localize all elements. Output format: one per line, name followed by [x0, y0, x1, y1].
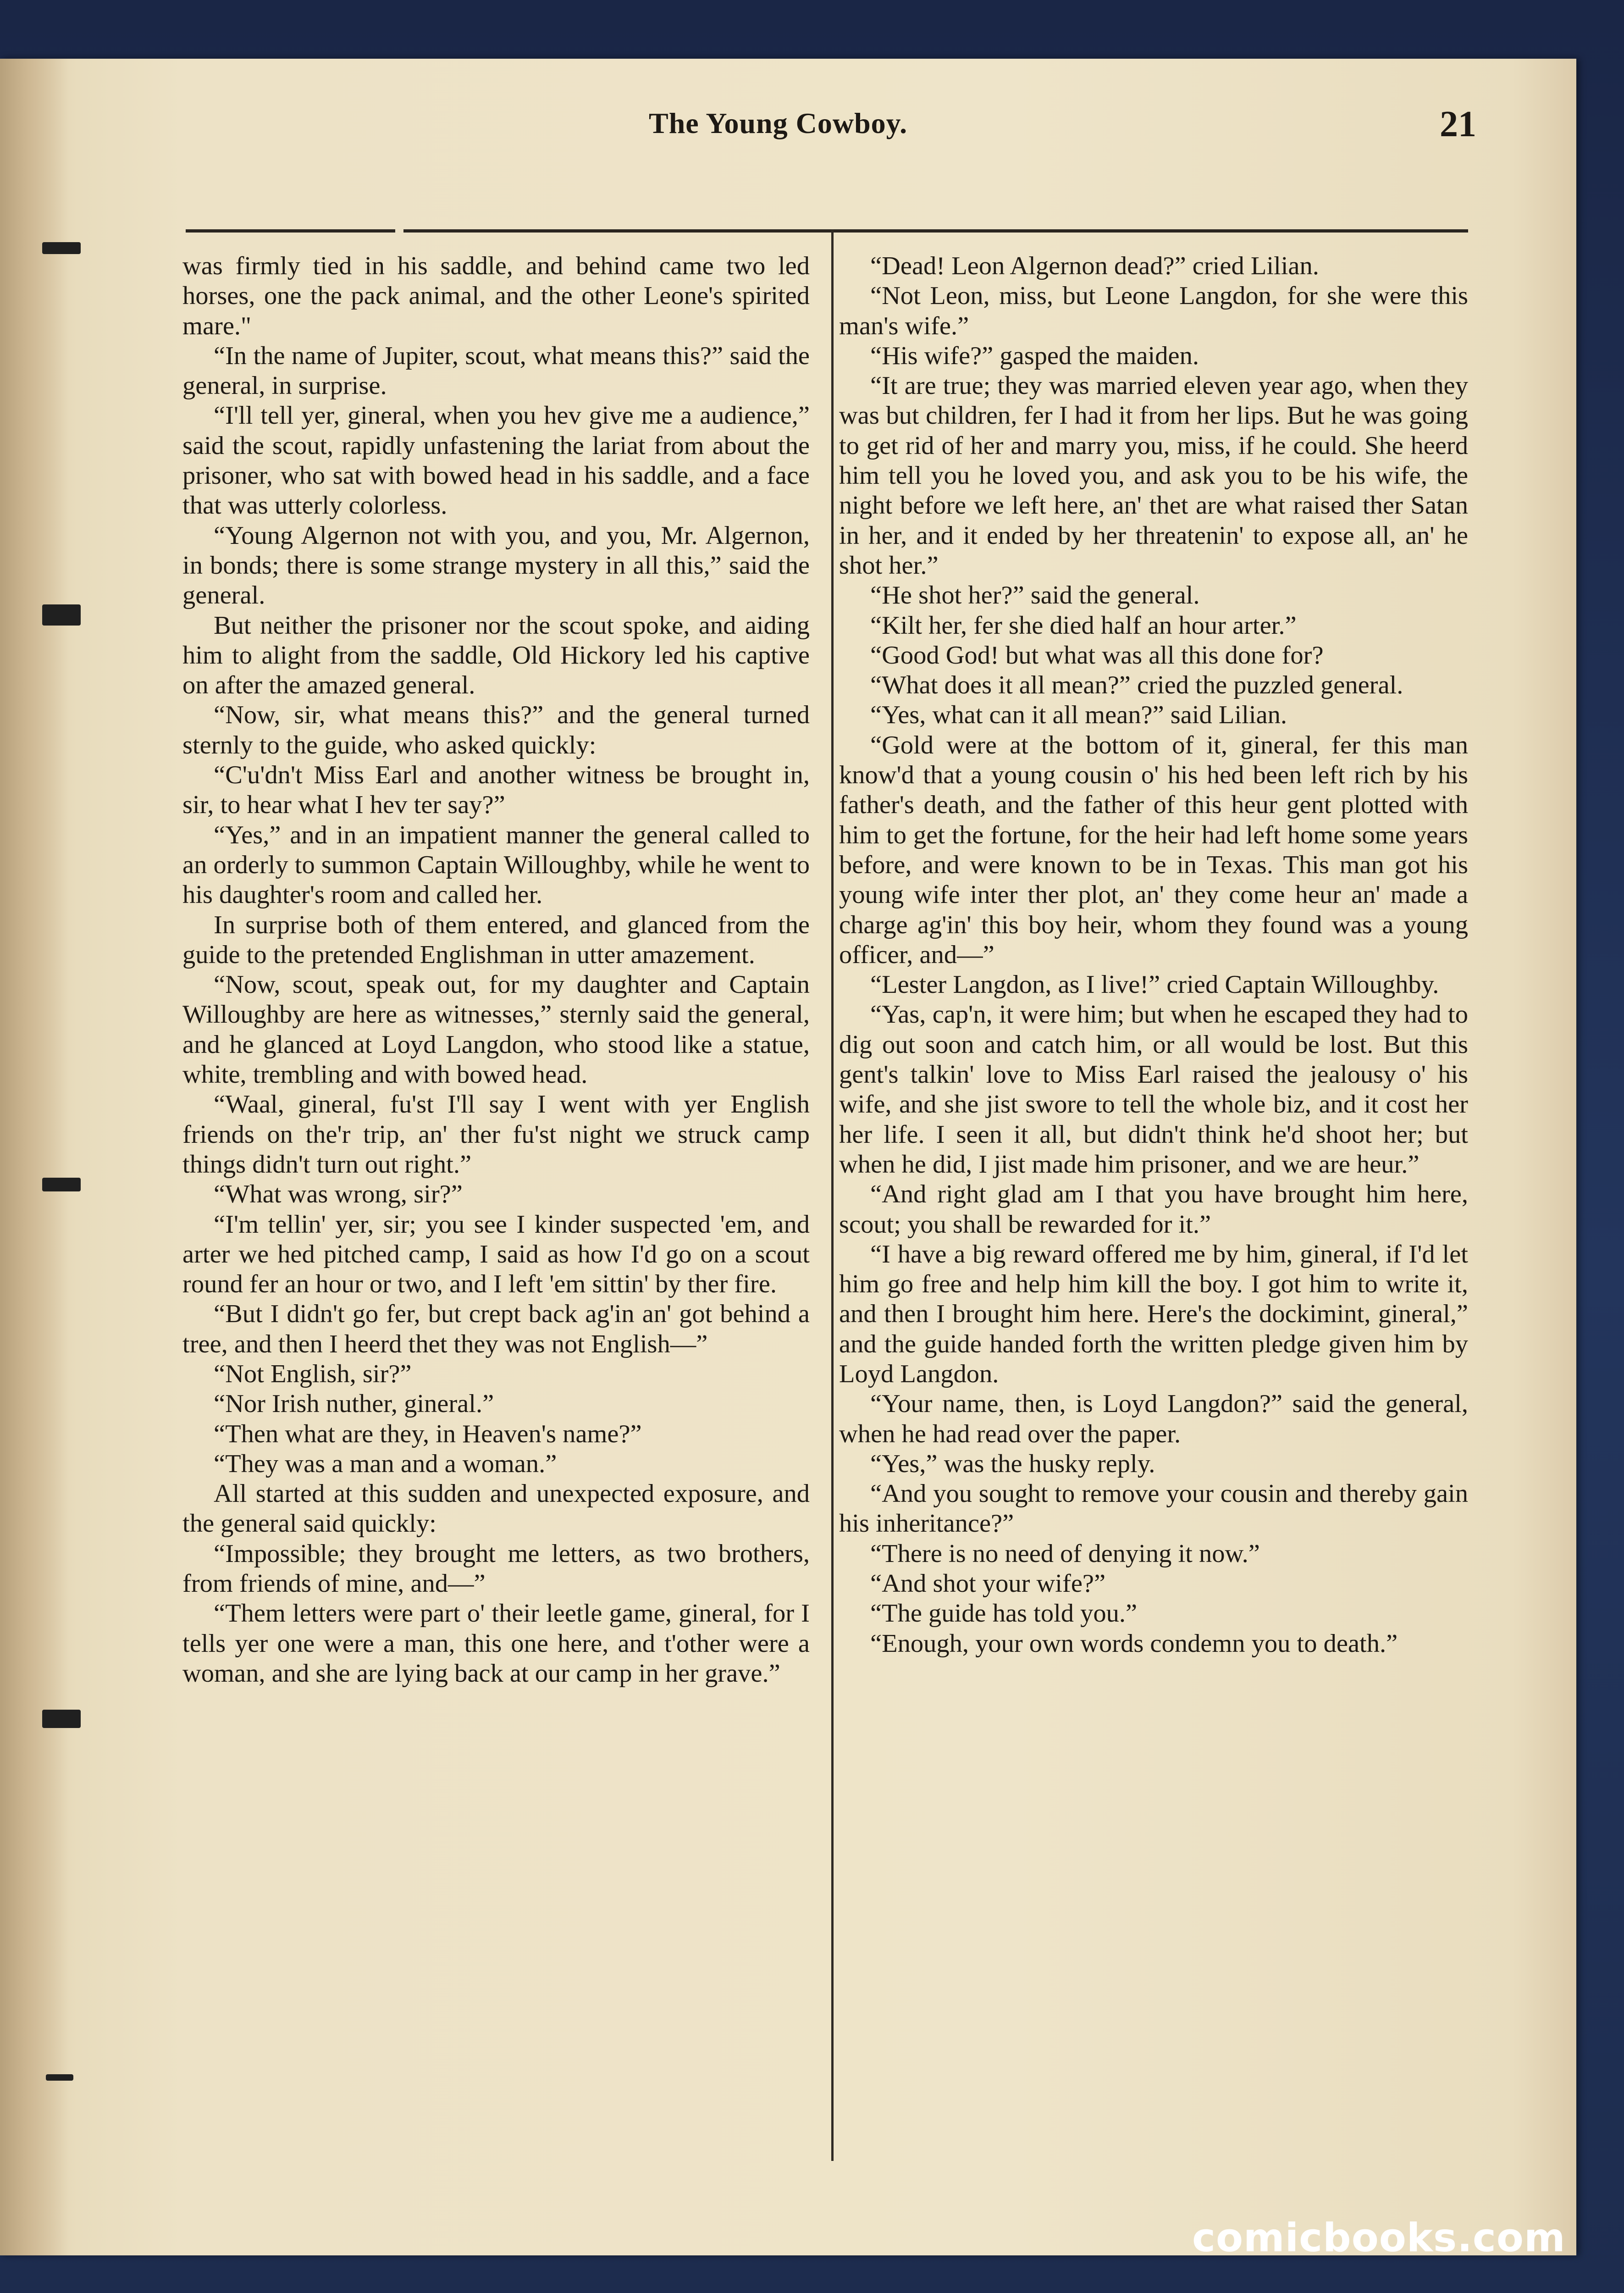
binding-staple [42, 242, 81, 254]
page-number: 21 [1440, 104, 1476, 144]
paragraph: In surprise both of them entered, and glanced from the guide to the pretended Englishman in utter amazement. [182, 910, 810, 969]
paragraph: But neither the prisoner nor the scout spoke, and aiding him to alight from the saddle, Old Hickory led his captive on after the amazed general. [182, 611, 810, 700]
paragraph: “Yes,” and in an impatient manner the general called to an orderly to summon Captain Willoughby, while he went to his daughter's room and called her. [182, 820, 810, 909]
paragraph: “Yes, what can it all mean?” said Lilian. [870, 701, 1287, 730]
header-rule [186, 229, 395, 233]
paragraph: “I'm tellin' yer, sir; you see I kinder suspected 'em, and arter we hed pitched camp, I said as how I'd go on a scout round fer an hour or two, and I left 'em sittin' by ther fire. [182, 1210, 810, 1299]
binding-staple [42, 1178, 81, 1191]
paragraph: “In the name of Jupiter, scout, what means this?” said the general, in surprise. [182, 341, 810, 400]
paragraph: “Gold were at the bottom of it, gineral, fer this man know'd that a young cousin o' his hed been left rich by his father's death, and the father of this heur gent plotted with him to get the fortune, for the heir had left home some years before, and were known to be in Texas. This man got his young wife inter ther plot, an' they come heur an' made a charge ag'in' this boy heir, whom they found was a young officer, and—” [839, 731, 1468, 969]
paragraph: was firmly tied in his saddle, and behind came two led horses, one the pack animal, and the other Leone's spirited mare." [182, 252, 810, 340]
paragraph: “He shot her?” said the general. [870, 581, 1200, 610]
paragraph: “Kilt her, fer she died half an hour arter.” [870, 611, 1297, 640]
paragraph: “What does it all mean?” cried the puzzled general. [870, 671, 1403, 700]
paragraph: “Yes,” was the husky reply. [870, 1449, 1155, 1478]
paragraph: “The guide has told you.” [870, 1599, 1138, 1628]
paragraph: “Then what are they, in Heaven's name?” [214, 1419, 642, 1448]
running-title: The Young Cowboy. [649, 107, 908, 139]
paragraph: “His wife?” gasped the maiden. [870, 341, 1199, 370]
paragraph: “And you sought to remove your cousin and thereby gain his inheritance?” [839, 1479, 1468, 1538]
paragraph: “Not English, sir?” [214, 1359, 412, 1388]
paragraph: “But I didn't go fer, but crept back ag'in an' got behind a tree, and then I heerd thet they was not English—” [182, 1300, 810, 1358]
paragraph: “Them letters were part o' their leetle game, gineral, for I tells yer one were a man, this one here, and t'other were a woman, and she are lying back at our camp in her grave.” [182, 1599, 810, 1688]
binding-staple [46, 2074, 73, 2081]
paragraph: “I have a big reward offered me by him, gineral, if I'd let him go free and help him kill the boy. I got him to write it, and then I brought him here. Here's the dockimint, gineral,” and the guide handed forth the written pledge given him by Loyd Langdon. [839, 1240, 1468, 1388]
paragraph: “C'u'dn't Miss Earl and another witness be brought in, sir, to hear what I hev ter say?” [182, 761, 810, 820]
header-rule [403, 229, 1468, 233]
binding-staple [42, 1710, 81, 1728]
paragraph: “Enough, your own words condemn you to death.” [870, 1629, 1398, 1658]
page-gutter [0, 59, 69, 2255]
paragraph: “Waal, gineral, fu'st I'll say I went with yer English friends on the'r trip, an' ther fu'st night we struck camp things didn't turn out right.” [182, 1090, 810, 1179]
paragraph: “What was wrong, sir?” [214, 1180, 463, 1209]
binding-staple [42, 604, 81, 626]
running-head [649, 106, 1476, 171]
paragraph: “Your name, then, is Loyd Langdon?” said the general, when he had read over the paper. [839, 1390, 1468, 1448]
paragraph: “It are true; they was married eleven year ago, when they was but children, fer I had it from her lips. But he was going to get rid of her and marry you, miss, if he could. She heerd him tell you he loved you, and ask you to be his wife, the night before we left here, an' thet are what raised ther Satan in her, and it ended by her threatenin' to expose all, an' he shot her.” [839, 371, 1468, 580]
paragraph: “Dead! Leon Algernon dead?” cried Lilian. [870, 252, 1319, 280]
paragraph: “Now, scout, speak out, for my daughter and Captain Willoughby are here as witnesses,” sternly said the general, and he glanced at Loyd Langdon, who stood like a statue, white, trembling and with bowed head. [182, 970, 810, 1089]
watermark: comicbooks.com [1192, 2215, 1566, 2261]
paragraph: All started at this sudden and unexpected exposure, and the general said quickly: [182, 1479, 810, 1538]
paragraph: “Young Algernon not with you, and you, Mr. Algernon, in bonds; there is some strange mystery in all this,” said the general. [182, 521, 810, 610]
paragraph: “Good God! but what was all this done for? [870, 641, 1324, 670]
paragraph: “There is no need of denying it now.” [870, 1539, 1260, 1568]
column-divider [831, 229, 834, 2161]
paragraph: “Nor Irish nuther, gineral.” [214, 1390, 494, 1418]
paragraph: “And shot your wife?” [870, 1569, 1106, 1598]
paragraph: “Not Leon, miss, but Leone Langdon, for she were this man's wife.” [839, 282, 1468, 340]
paragraph: “I'll tell yer, gineral, when you hev give me a audience,” said the scout, rapidly unfastening the lariat from about the prisoner, who sat with bowed head in his saddle, and a face that was utterly colorless. [182, 401, 810, 520]
paragraph: “Yas, cap'n, it were him; but when he escaped they had to dig out soon and catch him, or all would be lost. But this gent's talkin' love to Miss Earl raised the jealousy o' his wife, and she jist swore to tell the whole biz, and it cost her her life. I seen it all, but didn't think he'd shoot her; but when he did, I jist made him prisoner, and we are heur.” [839, 1000, 1468, 1179]
left-column [182, 251, 810, 2168]
paragraph: “And right glad am I that you have brought him here, scout; you shall be rewarded for it.” [839, 1180, 1468, 1239]
paragraph: “Now, sir, what means this?” and the general turned sternly to the guide, who asked quickly: [182, 701, 810, 759]
right-column [839, 251, 1468, 2168]
paragraph: “They was a man and a woman.” [214, 1449, 557, 1478]
paragraph: “Lester Langdon, as I live!” cried Captain Willoughby. [870, 970, 1439, 999]
paragraph: “Impossible; they brought me letters, as two brothers, from friends of mine, and—” [182, 1539, 810, 1598]
